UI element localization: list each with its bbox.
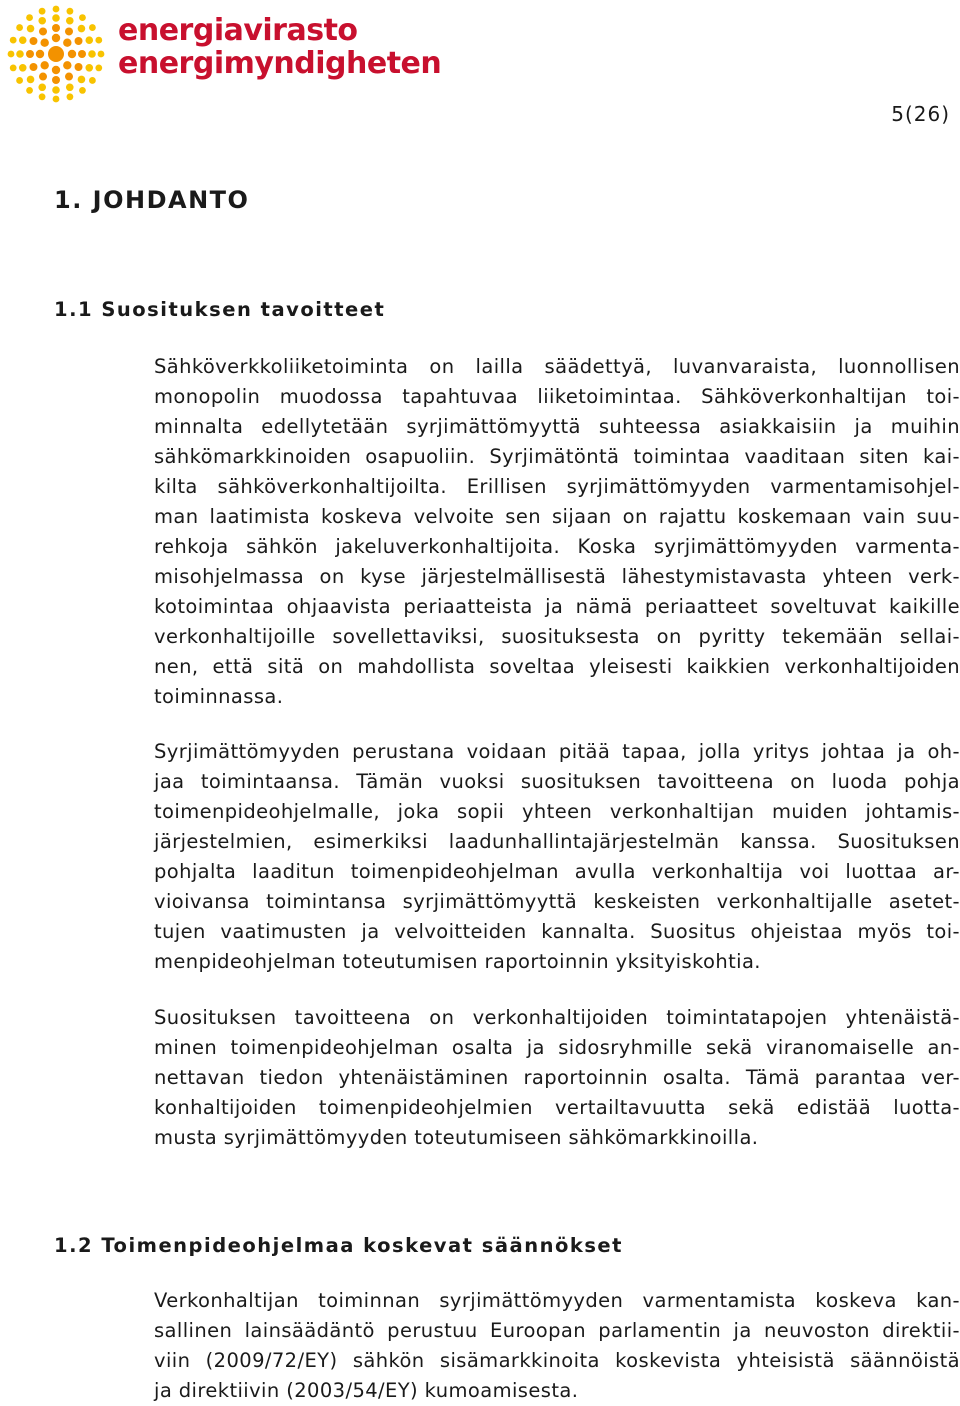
page-number: 5(26) — [891, 102, 950, 126]
paragraph-line: viin (2009/72/EY) sähkön sisämarkkinoita koskevista yhteisistä säännöistä — [154, 1349, 960, 1372]
paragraph-line: konhaltijoiden toimenpideohjelmien vertailtavuutta sekä edistää luotta- — [154, 1096, 960, 1119]
paragraph-line: toimenpideohjelmalle, joka sopii yhteen verkonhaltijan muiden johtamis- — [154, 800, 960, 823]
paragraph-line: ja direktiivin (2003/54/EY) kumoamisesta. — [154, 1379, 579, 1402]
chapter-heading: 1. JOHDANTO — [54, 186, 250, 214]
paragraph-line: kilta sähköverkonhaltijoilta. Erillisen syrjimättömyyden varmentamisohjel- — [154, 475, 960, 498]
paragraph-line: Suosituksen tavoitteena on verkonhaltijoiden toimintatapojen yhtenäistä- — [154, 1006, 960, 1029]
paragraph-3 — [154, 1003, 960, 1153]
logo-line-finnish: energiavirasto — [118, 13, 358, 48]
paragraph-line: vioivansa toimintansa syrjimättömyyttä keskeisten verkonhaltijalle asetet- — [154, 890, 960, 913]
paragraph-line: pohjalta laaditun toimenpideohjelman avulla verkonhaltija voi luottaa ar- — [154, 860, 960, 883]
brand-logo — [6, 4, 442, 104]
sunburst-logo-icon — [6, 4, 106, 104]
paragraph-2 — [154, 737, 960, 977]
paragraph-line: järjestelmien, esimerkiksi laadunhallintajärjestelmän kanssa. Suosituksen — [154, 830, 960, 853]
paragraph-1 — [154, 352, 960, 712]
paragraph-line: sallinen lainsäädäntö perustuu Euroopan parlamentin ja neuvoston direktii- — [154, 1319, 960, 1342]
paragraph-4 — [154, 1286, 960, 1406]
logo-wordmark — [118, 14, 441, 80]
paragraph-line: sähkömarkkinoiden osapuoliin. Syrjimätöntä toimintaa vaaditaan siten kai- — [154, 445, 960, 468]
paragraph-line: menpideohjelman toteutumisen raportoinnin yksityiskohtia. — [154, 950, 761, 973]
paragraph-line: nen, että sitä on mahdollista soveltaa yleisesti kaikkien verkonhaltijoiden — [154, 655, 960, 678]
paragraph-line: Sähköverkkoliiketoiminta on lailla säädettyä, luvanvaraista, luonnollisen — [154, 355, 960, 378]
paragraph-line: tujen vaatimusten ja velvoitteiden kannalta. Suositus ohjeistaa myös toi- — [154, 920, 960, 943]
paragraph-line: Syrjimättömyyden perustana voidaan pitää tapaa, jolla yritys johtaa ja oh- — [154, 740, 960, 763]
paragraph-line: minen toimenpideohjelman osalta ja sidosryhmille sekä viranomaiselle an- — [154, 1036, 960, 1059]
paragraph-line: nettavan tiedon yhtenäistäminen raportoinnin osalta. Tämä parantaa ver- — [154, 1066, 960, 1089]
paragraph-line: Verkonhaltijan toiminnan syrjimättömyyden varmentamista koskeva kan- — [154, 1289, 960, 1312]
paragraph-line: verkonhaltijoille sovellettaviksi, suosituksesta on pyritty tekemään sellai- — [154, 625, 960, 648]
paragraph-line: monopolin muodossa tapahtuvaa liiketoimintaa. Sähköverkonhaltijan toi- — [154, 385, 960, 408]
paragraph-line: kotoimintaa ohjaavista periaatteista ja nämä periaatteet soveltuvat kaikille — [154, 595, 960, 618]
paragraph-line: minnalta edellytetään syrjimättömyyttä suhteessa asiakkaisiin ja muihin — [154, 415, 960, 438]
paragraph-line: rehkoja sähkön jakeluverkonhaltijoita. Koska syrjimättömyyden varmenta- — [154, 535, 960, 558]
logo-line-swedish: energimyndigheten — [118, 46, 442, 81]
section-heading-1-2: 1.2 Toimenpideohjelmaa koskevat säännökset — [54, 1234, 623, 1257]
paragraph-line: jaa toimintaansa. Tämän vuoksi suosituksen tavoitteena on luoda pohja — [154, 770, 960, 793]
paragraph-line: man laatimista koskeva velvoite sen sijaan on rajattu koskemaan vain suu- — [154, 505, 960, 528]
paragraph-line: toiminnassa. — [154, 685, 284, 708]
section-heading-1-1: 1.1 Suosituksen tavoitteet — [54, 298, 386, 321]
paragraph-line: misohjelmassa on kyse järjestelmällisestä lähestymistavasta yhteen verk- — [154, 565, 960, 588]
paragraph-line: musta syrjimättömyyden toteutumiseen sähkömarkkinoilla. — [154, 1126, 759, 1149]
